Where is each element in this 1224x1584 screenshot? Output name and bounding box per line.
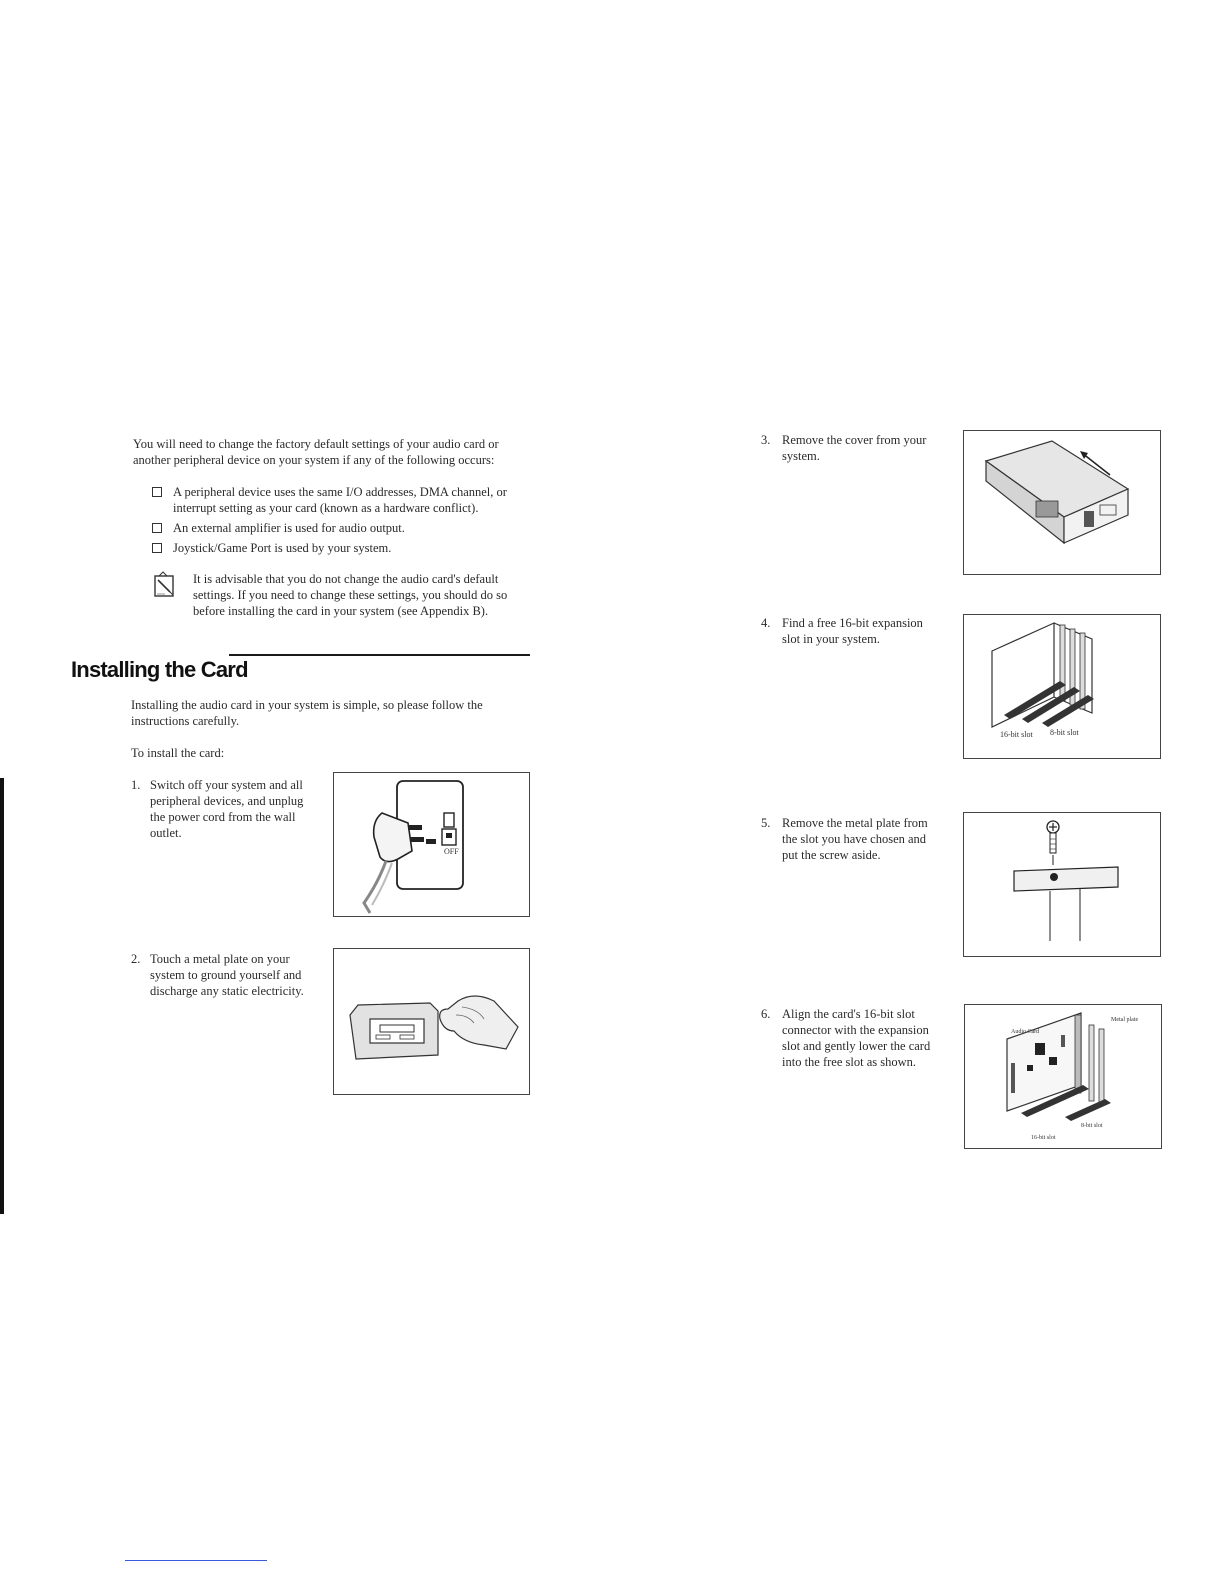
card-sixteen-bit-label: 16-bit slot [1031, 1135, 1056, 1141]
note-text: It is advisable that you do not change the audio card's default settings. If you need to change these settings, you should do so before installing the card in your system (see Appendix B). [193, 572, 508, 618]
step-number: 1. [131, 778, 141, 792]
step-number: 3. [761, 433, 771, 447]
off-label: OFF [444, 847, 459, 856]
steps-lead: To install the card: [131, 746, 225, 760]
checkbox-bullet-icon [152, 487, 162, 497]
step-text: Touch a metal plate on your system to ground yourself and discharge any static electricity. [150, 952, 304, 998]
step-number: 6. [761, 1007, 771, 1021]
note-pencil-icon [153, 570, 177, 598]
figure-unplug-power [333, 772, 530, 917]
list-item [152, 520, 532, 536]
intro-paragraph: You will need to change the factory default settings of your audio card or another peripheral device on your system if any of the following occurs: [133, 437, 499, 467]
step-text: Switch off your system and all peripheral devices, and unplug the power cord from the wall outlet. [150, 778, 304, 840]
figure-touch-metal-plate [333, 948, 530, 1095]
footer-line [125, 1560, 267, 1561]
step-number: 4. [761, 616, 771, 630]
checkbox-bullet-icon [152, 523, 162, 533]
audio-card-label: Audio Card [1011, 1029, 1040, 1035]
list-item [152, 540, 532, 556]
checkbox-bullet-icon [152, 543, 162, 553]
figure-remove-cover [963, 430, 1161, 575]
figure-insert-card [964, 1004, 1162, 1149]
section-rule [229, 654, 530, 656]
card-eight-bit-label: 8-bit slot [1081, 1123, 1103, 1129]
step-text: Find a free 16-bit expansion slot in your system. [782, 616, 923, 646]
step-text: Align the card's 16-bit slot connector with the expansion slot and gently lower the card into the free slot as shown. [782, 1007, 931, 1069]
step-number: 5. [761, 816, 771, 830]
conditions-list [152, 484, 532, 560]
step-text: Remove the metal plate from the slot you have chosen and put the screw aside. [782, 816, 928, 862]
list-item-text: An external amplifier is used for audio output. [173, 521, 405, 535]
eight-bit-slot-label: 8-bit slot [1050, 728, 1079, 737]
page-edge-bar [0, 778, 4, 1214]
metal-plate-label: Metal plate [1111, 1017, 1139, 1023]
step-number: 2. [131, 952, 141, 966]
section-paragraph: Installing the audio card in your system is simple, so please follow the instructions carefully. [131, 698, 483, 728]
figure-remove-metal-plate [963, 812, 1161, 957]
list-item-text: Joystick/Game Port is used by your system. [173, 541, 392, 555]
sixteen-bit-slot-label: 16-bit slot [1000, 730, 1033, 739]
step-text: Remove the cover from your system. [782, 433, 927, 463]
list-item-text: A peripheral device uses the same I/O addresses, DMA channel, or interrupt setting as your card (known as a hardware conflict). [173, 485, 507, 515]
list-item [152, 484, 532, 516]
section-heading: Installing the Card [71, 657, 248, 682]
figure-expansion-slots [963, 614, 1161, 759]
